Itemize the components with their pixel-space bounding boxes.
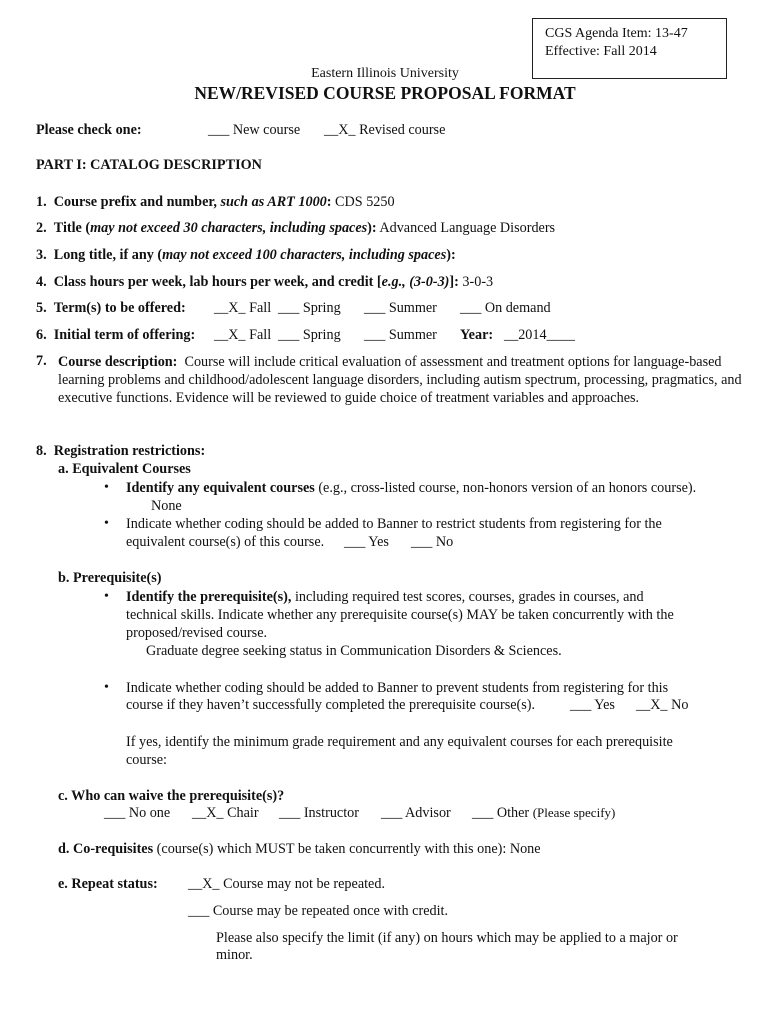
q7-label: Course description: <box>58 354 178 370</box>
q5-row <box>36 300 186 317</box>
q7-text: Course will include critical evaluation of assessment and treatment options for language-based learning problems and childhood/adolescent language disorders, including autism spectrum, processing, pragmatics, and executive functions. Evidence will be reviewed to guide choice of treatment variables and approaches. <box>58 354 742 406</box>
q2-close: ): <box>367 220 377 236</box>
q3-num: 3. <box>36 247 47 263</box>
q3-row <box>36 247 456 264</box>
q2-hint: may not exceed 30 characters, including spaces <box>90 220 368 236</box>
agenda-item: CGS Agenda Item: 13-47 <box>545 26 688 41</box>
q2-row <box>36 220 555 237</box>
q5-num: 5. <box>36 300 47 316</box>
waive-other[interactable] <box>472 805 615 822</box>
prereq-coding-line2: course if they haven’t successfully completed the prerequisite course(s). <box>126 697 536 713</box>
repeat-once-with-credit[interactable]: ___ Course may be repeated once with credit. <box>188 903 449 919</box>
equivalent-answer: None <box>151 498 182 514</box>
prereq-grade-line1: If yes, identify the minimum grade requirement and any equivalent courses for each prerequisite <box>126 734 673 750</box>
waive-heading: c. Who can waive the prerequisite(s)? <box>58 788 285 804</box>
equivalent-identify-bold: Identify any equivalent courses <box>126 480 315 496</box>
prereq-coding-yes[interactable]: ___ Yes <box>570 697 615 713</box>
q6-summer[interactable]: ___ Summer <box>364 327 437 343</box>
new-course-option[interactable] <box>208 122 300 139</box>
corequisites-heading: d. Co-requisites <box>58 841 154 857</box>
new-course-label: New course <box>232 122 301 138</box>
equivalent-coding-line2: equivalent course(s) of this course. <box>126 534 325 550</box>
waive-other-hint: (Please specify) <box>532 805 616 820</box>
repeat-heading: e. Repeat status: <box>58 876 158 892</box>
q3-label: Long title, if any ( <box>53 247 163 263</box>
equivalent-identify <box>126 480 696 497</box>
revised-course-mark: __X_ <box>324 122 356 138</box>
new-course-mark: ___ <box>208 122 230 138</box>
q6-year-value[interactable]: __2014____ <box>504 327 575 343</box>
equivalent-no[interactable]: ___ No <box>411 534 454 550</box>
q5-on-demand[interactable]: ___ On demand <box>460 300 551 316</box>
waive-instructor[interactable]: ___ Instructor <box>279 805 359 821</box>
prereq-grade-line2: course: <box>126 752 167 768</box>
q8-row <box>36 443 205 460</box>
revised-course-label: Revised course <box>359 122 446 138</box>
equivalent-yes[interactable]: ___ Yes <box>344 534 389 550</box>
q6-label: Initial term of offering: <box>53 327 196 343</box>
part1-heading: PART I: CATALOG DESCRIPTION <box>36 157 262 173</box>
q2-value: Advanced Language Disorders <box>379 220 556 236</box>
equivalent-identify-rest: (e.g., cross-listed course, non-honors version of an honors course). <box>314 480 697 496</box>
q5-fall[interactable]: __X_ Fall <box>214 300 272 316</box>
prereq-identify-rest: including required test scores, courses, grades in courses, and <box>291 589 644 605</box>
equivalent-coding-line1: Indicate whether coding should be added to Banner to restrict students from registering for the <box>126 516 662 532</box>
q4-row <box>36 274 493 291</box>
q6-num: 6. <box>36 327 47 343</box>
q8-num: 8. <box>36 443 47 459</box>
q5-label: Term(s) to be offered: <box>53 300 186 316</box>
q7-description <box>58 353 748 407</box>
corequisites-row <box>58 841 541 858</box>
q1-value: CDS 5250 <box>335 194 395 210</box>
waive-advisor[interactable]: ___ Advisor <box>381 805 451 821</box>
repeat-note-line2: minor. <box>216 947 253 963</box>
q6-fall[interactable]: __X_ Fall <box>214 327 272 343</box>
q7-num: 7. <box>36 353 47 369</box>
prereq-identify-line2: technical skills. Indicate whether any prerequisite course(s) MAY be taken concurrently with the <box>126 607 674 623</box>
prereq-coding-no[interactable]: __X_ No <box>636 697 689 713</box>
bullet-icon: • <box>104 589 109 604</box>
bullet-icon: • <box>104 516 109 531</box>
q4-close: ]: <box>449 274 459 290</box>
bullet-icon: • <box>104 480 109 495</box>
q6-row <box>36 327 195 344</box>
equivalent-heading: a. Equivalent Courses <box>58 461 191 477</box>
q6-spring[interactable]: ___ Spring <box>278 327 341 343</box>
q8-label: Registration restrictions: <box>53 443 206 459</box>
q4-label: Class hours per week, lab hours per week, and credit [ <box>53 274 382 290</box>
repeat-not-repeated[interactable]: __X_ Course may not be repeated. <box>188 876 385 892</box>
prereq-coding-line1: Indicate whether coding should be added to Banner to prevent students from registering for this <box>126 680 669 696</box>
waive-other-label: ___ Other <box>472 805 530 821</box>
q2-label: Title ( <box>53 220 91 236</box>
q1-hint: such as ART 1000 <box>220 194 327 210</box>
prerequisite-heading: b. Prerequisite(s) <box>58 570 162 586</box>
q1-colon: : <box>326 194 332 210</box>
corequisites-text: (course(s) which MUST be taken concurrently with this one): None <box>156 841 541 857</box>
q3-close: ): <box>446 247 456 263</box>
q4-value: 3-0-3 <box>462 274 494 290</box>
q1-row <box>36 194 395 211</box>
q1-label: Course prefix and number, <box>53 194 217 210</box>
q4-hint: e.g., (3-0-3) <box>381 274 450 290</box>
prereq-answer: Graduate degree seeking status in Communication Disorders & Sciences. <box>146 643 562 659</box>
q2-num: 2. <box>36 220 47 236</box>
effective-date: Effective: Fall 2014 <box>545 44 657 59</box>
prereq-identify-line3: proposed/revised course. <box>126 625 268 641</box>
q1-num: 1. <box>36 194 47 210</box>
q5-spring[interactable]: ___ Spring <box>278 300 341 316</box>
waive-chair[interactable]: __X_ Chair <box>192 805 259 821</box>
prereq-identify-bold: Identify the prerequisite(s), <box>126 589 292 605</box>
prereq-identify-line1 <box>126 589 644 606</box>
form-title: NEW/REVISED COURSE PROPOSAL FORMAT <box>194 83 576 103</box>
check-label: Please check one: <box>36 122 142 138</box>
repeat-note-line1: Please also specify the limit (if any) on hours which may be applied to a major or <box>216 930 678 946</box>
university-name: Eastern Illinois University <box>311 66 459 81</box>
q6-year-label: Year: <box>460 327 494 343</box>
q4-num: 4. <box>36 274 47 290</box>
q5-summer[interactable]: ___ Summer <box>364 300 437 316</box>
revised-course-option[interactable] <box>324 122 445 139</box>
q3-hint: may not exceed 100 characters, including spaces <box>162 247 447 263</box>
bullet-icon: • <box>104 680 109 695</box>
waive-no-one[interactable]: ___ No one <box>104 805 171 821</box>
